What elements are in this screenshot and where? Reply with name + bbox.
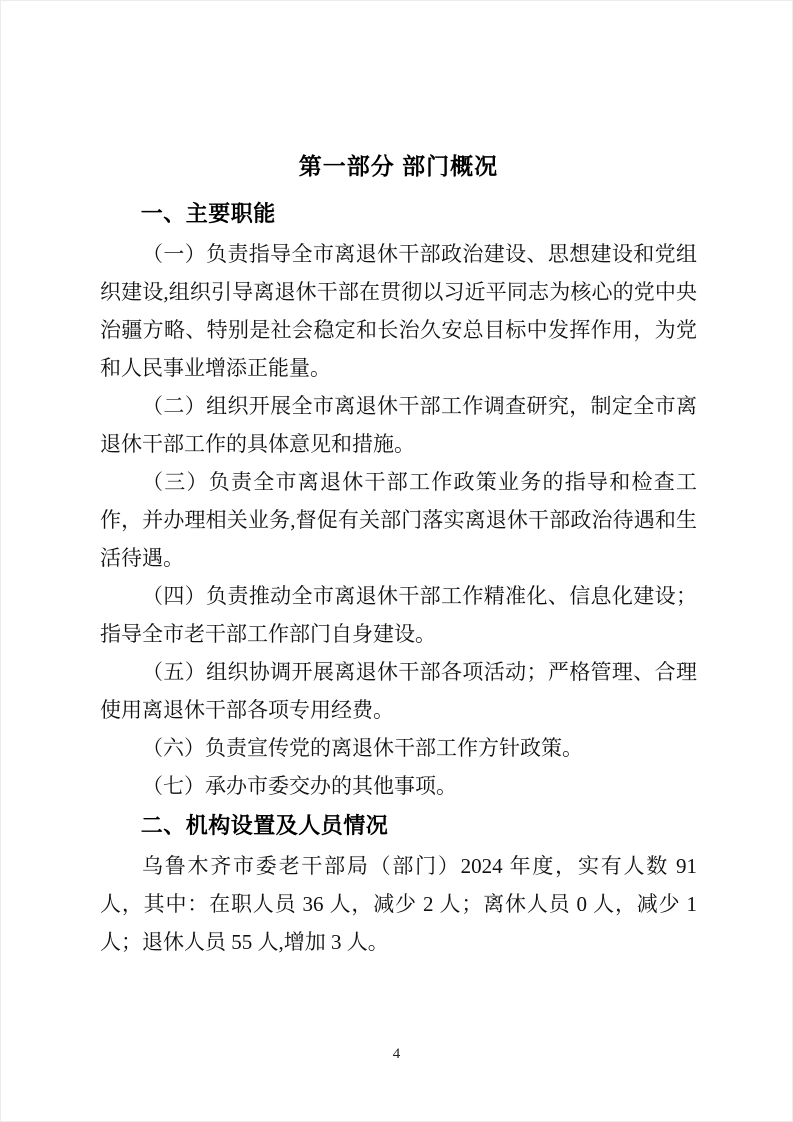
paragraph-duty-4: （四）负责推动全市离退休干部工作精准化、信息化建设；指导全市老干部工作部门自身建设。: [100, 584, 697, 646]
paragraph-staffing: 乌鲁木齐市委老干部局（部门）2024 年度，实有人数 91 人，其中：在职人员 36 人，减少 2 人；离休人员 0 人，减少 1 人；退休人员 55 人,增加 3 人。: [100, 854, 697, 954]
paragraph-duty-2: （二）组织开展全市离退休干部工作调查研究，制定全市离退休干部工作的具体意见和措施。: [100, 394, 697, 456]
paragraph-duty-6: （六）负责宣传党的离退休干部工作方针政策。: [142, 736, 583, 760]
paragraph-duty-3: （三）负责全市离退休干部工作政策业务的指导和检查工作，并办理相关业务,督促有关部门落实离退休干部政治待遇和生活待遇。: [100, 470, 697, 570]
paragraph-duty-5: （五）组织协调开展离退休干部各项活动；严格管理、合理使用离退休干部各项专用经费。: [100, 660, 697, 722]
section-heading-main-duties: 一、主要职能: [140, 201, 276, 226]
section-heading-org-staffing: 二、机构设置及人员情况: [140, 813, 389, 838]
page-number: 4: [392, 1046, 401, 1062]
document-content: [100, 147, 697, 961]
paragraph-duty-1: （一）负责指导全市离退休干部政治建设、思想建设和党组织建设,组织引导离退休干部在贯彻以习近平同志为核心的党中央治疆方略、特别是社会稳定和长治久安总目标中发挥作用，为党和人民事业增添正能量。: [100, 242, 697, 380]
paragraph-duty-7: （七）承办市委交办的其他事项。: [142, 774, 457, 798]
document-title: 第一部分 部门概况: [298, 153, 499, 179]
section-org-staffing: [100, 807, 697, 961]
section-main-duties: [100, 195, 697, 805]
